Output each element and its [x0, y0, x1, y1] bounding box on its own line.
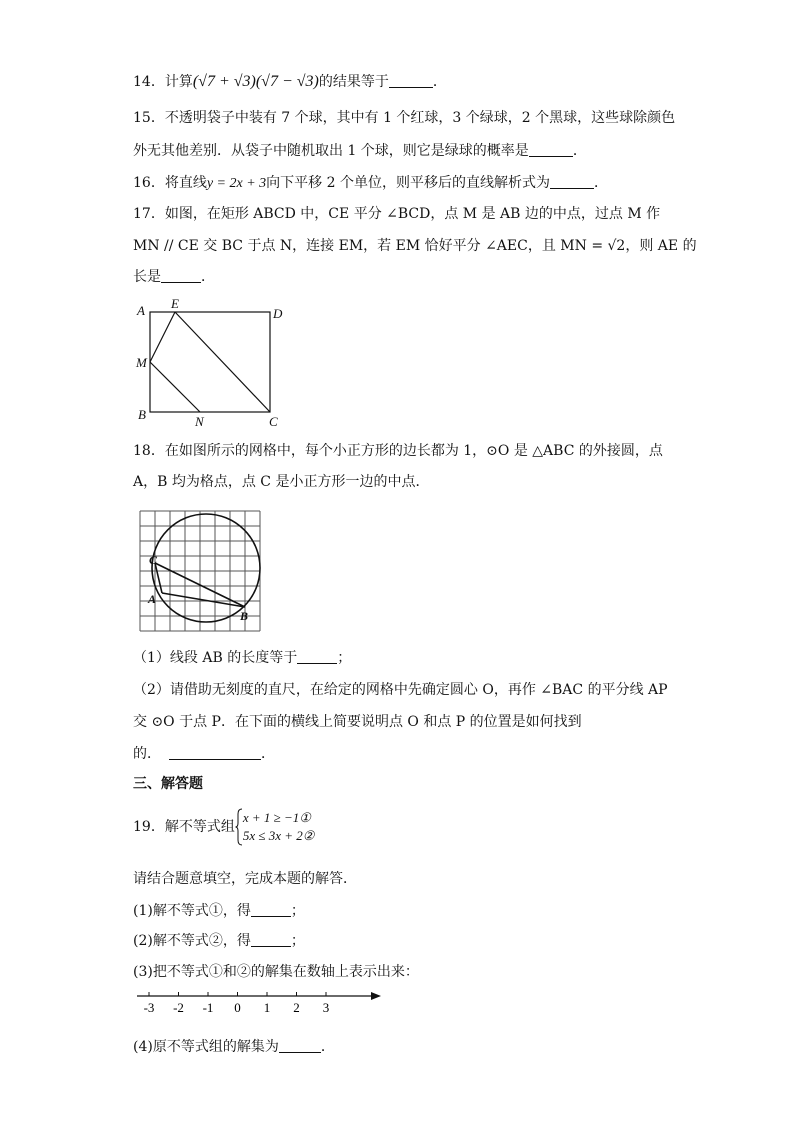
question-18-part-2-line-1: （2）请借助无刻度的直尺，在给定的网格中先确定圆心 O，再作 ∠BAC 的平分线 AP: [133, 682, 668, 698]
answer-blank[interactable]: [297, 649, 337, 664]
tick-label: 3: [322, 1000, 330, 1015]
question-19-step-2: (2)解不等式②，得 ；: [133, 933, 305, 949]
label-a: A: [137, 303, 145, 318]
answer-blank[interactable]: [251, 932, 291, 947]
tick-label: -1: [202, 1000, 214, 1015]
label-e: E: [171, 296, 179, 311]
segment-em: [150, 312, 175, 362]
question-19: 19．解不等式组x + 1 ≥ −1① 5x ≤ 3x + 2②: [133, 808, 314, 846]
answer-blank[interactable]: [169, 745, 261, 760]
number-line: [133, 988, 383, 1018]
answer-blank[interactable]: [279, 1038, 321, 1053]
label-c: C: [269, 414, 278, 429]
label-b: B: [138, 407, 146, 422]
question-17-line-3: 长是 ．: [133, 269, 215, 285]
question-18-line-2: A，B 均为格点，点 C 是小正方形一边的中点．: [133, 474, 430, 490]
answer-blank[interactable]: [550, 174, 594, 189]
inequality-system: [243, 809, 315, 845]
question-15-line-2: 外无其他差别．从袋子中随机取出 1 个球，则它是绿球的概率是 ．: [133, 143, 587, 159]
label-a: A: [148, 592, 157, 606]
tick-label: 1: [263, 1000, 271, 1015]
label-d: D: [273, 306, 283, 321]
question-18-part-1: （1）线段 AB 的长度等于 ；: [133, 650, 352, 666]
tick-label: -3: [143, 1000, 155, 1015]
inequality-2: 5x ≤ 3x + 2②: [242, 828, 315, 843]
arrow-right-icon: [371, 992, 381, 1000]
tick-label: -2: [173, 1000, 184, 1015]
label-b: B: [240, 609, 249, 623]
segment-mn: [150, 362, 200, 412]
answer-blank[interactable]: [389, 73, 433, 88]
grid-figure: [138, 509, 264, 633]
segment-ec: [175, 312, 270, 412]
question-19-step-3: (3)把不等式①和②的解集在数轴上表示出来：: [133, 964, 419, 980]
question-15-line-1: 15．不透明袋子中装有 7 个球，其中有 1 个红球，3 个绿球，2 个黑球，这些球除颜色: [133, 110, 676, 126]
answer-blank[interactable]: [161, 268, 201, 283]
inequality-1: x + 1 ≥ −1①: [242, 810, 311, 825]
tick-label: 0: [234, 1000, 241, 1015]
question-number: 14．: [133, 74, 165, 90]
brace-icon: [235, 808, 243, 846]
equation: y = 2x + 3: [206, 176, 267, 191]
answer-blank[interactable]: [251, 902, 291, 917]
question-19-step-1: (1)解不等式①，得 ；: [133, 903, 305, 919]
segment-ab: [162, 593, 245, 607]
label-m: M: [136, 355, 147, 370]
question-18-line-1: 18．在如图所示的网格中，每个小正方形的边长都为 1，⊙O 是 △ABC 的外接圆，点: [133, 443, 663, 459]
rectangle-figure: [133, 296, 293, 431]
tick-label: 2: [293, 1000, 300, 1015]
answer-blank[interactable]: [529, 142, 573, 157]
question-17-line-2: MN // CE 交 BC 于点 N，连接 EM，若 EM 恰好平分 ∠AEC，且 MN = √2，则 AE 的: [133, 238, 697, 254]
label-n: N: [195, 414, 204, 429]
section-heading: 三、解答题: [133, 776, 203, 792]
question-19-instruction: 请结合题意填空，完成本题的解答．: [133, 871, 357, 887]
question-18-part-2-line-2: 交 ⊙O 于点 P．在下面的横线上简要说明点 O 和点 P 的位置是如何找到: [133, 714, 582, 730]
question-18-part-2-line-3: 的． ．: [133, 746, 275, 762]
question-16: 16．将直线y = 2x + 3向下平移 2 个单位，则平移后的直线解析式为 ．: [133, 175, 608, 191]
label-c: C: [149, 553, 158, 567]
question-19-step-4: (4)原不等式组的解集为 ．: [133, 1039, 335, 1055]
question-14: 14．计算(√7 + √3)(√7 − √3)的结果等于 ．: [133, 73, 447, 90]
math-expression: (√7 + √3)(√7 − √3): [192, 73, 319, 90]
question-17-line-1: 17．如图，在矩形 ABCD 中，CE 平分 ∠BCD，点 M 是 AB 边的中点，过点 M 作: [133, 206, 661, 222]
